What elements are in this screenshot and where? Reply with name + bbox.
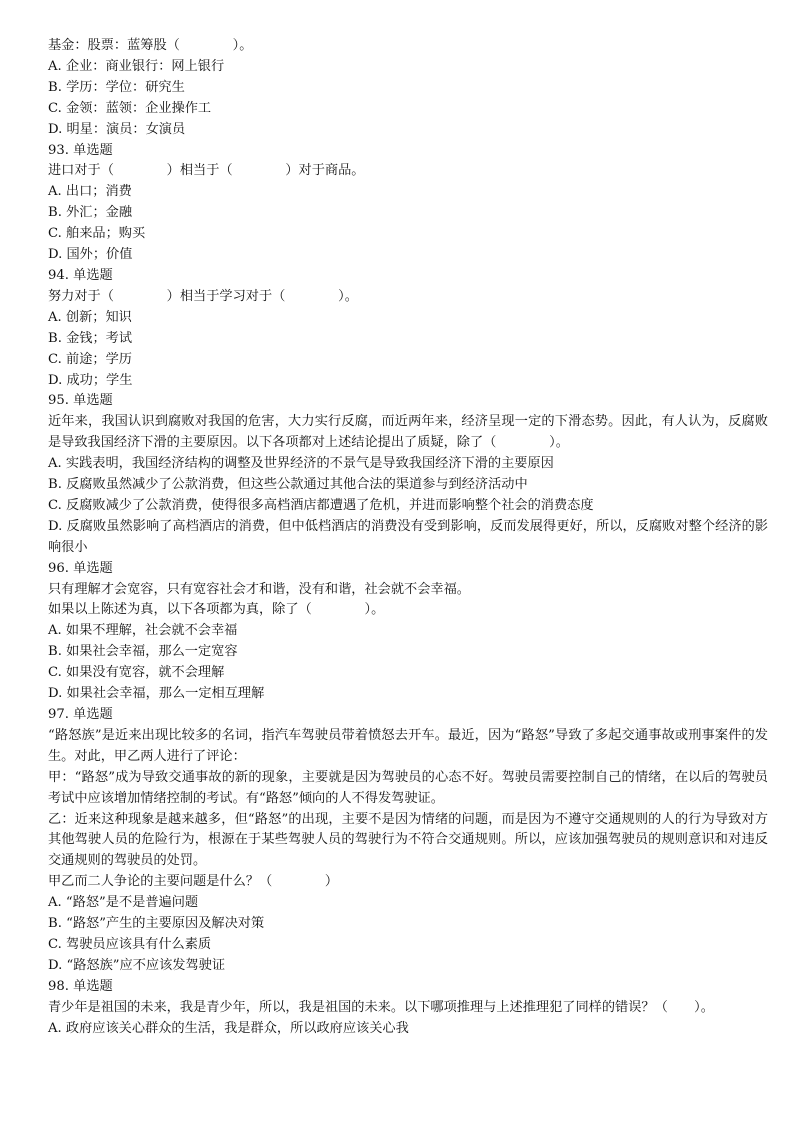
text-line: 乙：近来这种现象是越来越多，但“路怒”的出现，主要不是因为情绪的问题，而是因为不遵守交通规则的人的行为导致对方其他驾驶人员的危险行为，根源在于某些驾驶人员的驾驶行为不符合交通规则。所以，应该加强驾驶员的规则意识和对违反交通规则的驾驶员的处罚。	[48, 811, 768, 869]
text-line: 98. 单选题	[48, 978, 113, 994]
text-line: 94. 单选题	[48, 267, 113, 283]
text-line: D. 反腐败虽然影响了高档酒店的消费，但中低档酒店的消费没有受到影响，反而发展得更好，所以，反腐败对整个经济的影响很小	[48, 518, 768, 555]
text-line: 进口对于（ ）相当于（ ）对于商品。	[48, 163, 365, 179]
text-line: 甲乙而二人争论的主要问题是什么？（ ）	[48, 874, 339, 890]
text-line: C. 金领：蓝领：企业操作工	[48, 100, 212, 116]
text-line: D. 成功；学生	[48, 372, 133, 388]
text-line: “路怒族”是近来出现比较多的名词，指汽车驾驶员带着愤怒去开车。最近，因为“路怒”导致了多起交通事故或刑事案件的发生。对此，甲乙两人进行了评论：	[48, 727, 768, 764]
text-line: 95. 单选题	[48, 393, 113, 409]
text-line: A. 出口；消费	[48, 184, 132, 200]
text-line: D. 国外；价值	[48, 247, 133, 263]
text-line: D. 如果社会幸福，那么一定相互理解	[48, 686, 265, 702]
text-line: B. 金钱；考试	[48, 330, 133, 346]
text-line: B. 如果社会幸福，那么一定宽容	[48, 644, 238, 660]
text-line: 甲：“路怒”成为导致交通事故的新的现象，主要就是因为驾驶员的心态不好。驾驶员需要控制自己的情绪，在以后的驾驶员考试中应该增加情绪控制的考试。有“路怒”倾向的人不得发驾驶证。	[48, 769, 768, 806]
text-line: C. 反腐败减少了公款消费，使得很多高档酒店都遭遇了危机，并进而影响整个社会的消费态度	[48, 497, 594, 513]
text-line: 近年来，我国认识到腐败对我国的危害，大力实行反腐，而近两年来，经济呈现一定的下滑态势。因此，有人认为，反腐败是导致我国经济下滑的主要原因。以下各项都对上述结论提出了质疑，除了（ ）。	[48, 414, 768, 451]
text-line: B. 外汇；金融	[48, 205, 133, 221]
text-line: C. 驾驶员应该具有什么素质	[48, 936, 212, 952]
text-line: A. 企业：商业银行：网上银行	[48, 58, 225, 74]
text-line: C. 如果没有宽容，就不会理解	[48, 665, 225, 681]
text-line: 青少年是祖国的未来，我是青少年，所以，我是祖国的未来。以下哪项推理与上述推理犯了同样的错误？（ ）。	[48, 999, 714, 1015]
text-line: 96. 单选题	[48, 560, 113, 576]
text-line: B. 反腐败虽然减少了公款消费，但这些公款通过其他合法的渠道参与到经济活动中	[48, 477, 528, 493]
text-line: A. 实践表明，我国经济结构的调整及世界经济的不景气是导致我国经济下滑的主要原因	[48, 456, 554, 472]
text-line: 基金：股票：蓝筹股（ ）。	[48, 38, 253, 53]
text-line: D. 明星：演员：女演员	[48, 121, 186, 137]
text-line: A. “路怒”是不是普遍问题	[48, 895, 199, 911]
text-line: C. 舶来品；购买	[48, 226, 146, 242]
text-line: A. 创新；知识	[48, 309, 132, 325]
text-line: 97. 单选题	[48, 707, 113, 722]
text-line: C. 前途；学历	[48, 351, 132, 367]
text-line: 如果以上陈述为真，以下各项都为真，除了（ ）。	[48, 602, 385, 618]
text-line: 93. 单选题	[48, 142, 113, 158]
text-line: B. “路怒”产生的主要原因及解决对策	[48, 916, 265, 932]
text-line: B. 学历：学位：研究生	[48, 79, 185, 95]
text-line: A. 政府应该关心群众的生活，我是群众，所以政府应该关心我	[48, 1020, 409, 1036]
text-line: D. “路怒族”应不应该发驾驶证	[48, 957, 226, 973]
text-line: A. 如果不理解，社会就不会幸福	[48, 623, 238, 639]
document-page	[48, 36, 768, 1040]
text-line: 只有理解才会宽容，只有宽容社会才和谐，没有和谐，社会就不会幸福。	[48, 581, 470, 597]
text-line: 努力对于（ ）相当于学习对于（ ）。	[48, 288, 358, 304]
